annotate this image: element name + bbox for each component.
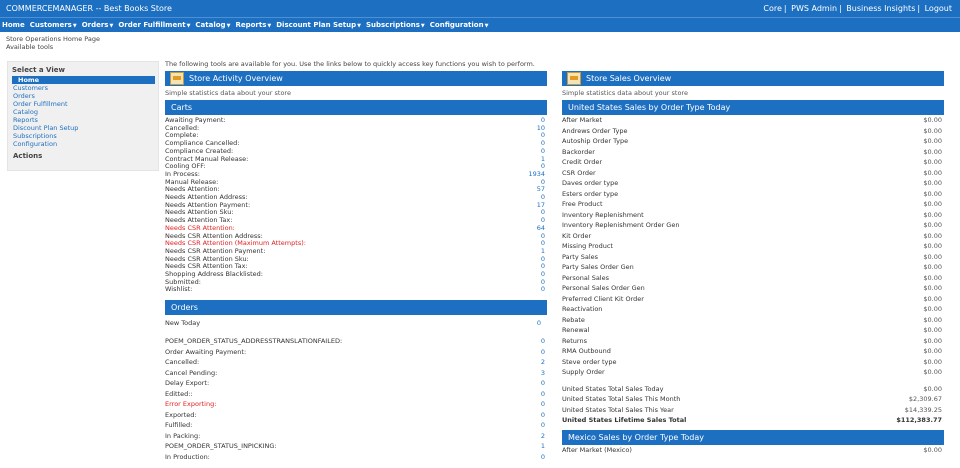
list-item — [562, 241, 944, 252]
sidebar-item-orders[interactable]: Orders — [13, 92, 35, 100]
row-value[interactable]: 0 — [540, 139, 545, 148]
row-value: $0.00 — [923, 357, 942, 366]
list-item — [562, 262, 944, 273]
list-item — [165, 286, 547, 294]
row-label: United States Total Sales This Year — [562, 405, 674, 414]
store-sales-header — [562, 71, 944, 86]
top-bar — [0, 0, 960, 17]
list-item — [562, 231, 944, 242]
store-activity-title: Store Activity Overview — [189, 74, 283, 83]
row-value[interactable]: 0 — [540, 193, 545, 202]
row-value[interactable]: 1 — [540, 154, 545, 163]
row-label: Needs Attention Sku: — [165, 208, 234, 217]
list-item — [165, 171, 547, 179]
row-label: Supply Order — [562, 368, 605, 376]
list-item — [165, 347, 547, 358]
row-value: $0.00 — [923, 315, 942, 324]
row-value: $0.00 — [923, 263, 942, 271]
store-activity-header — [165, 71, 547, 86]
row-label: Cancelled: — [165, 358, 200, 367]
row-value: $0.00 — [923, 273, 942, 282]
row-label: Needs CSR Attention: — [165, 223, 235, 232]
row-value[interactable]: 0 — [540, 400, 545, 409]
row-label: Needs CSR Attention (Maximum Attempts): — [165, 239, 306, 248]
store-sales-title: Store Sales Overview — [586, 74, 672, 83]
menu-orders[interactable]: Orders▼ — [81, 21, 114, 29]
row-label: Cancelled: — [165, 123, 200, 132]
row-label: Credit Order — [562, 158, 603, 166]
list-item — [562, 336, 944, 347]
row-label: Kit Order — [562, 231, 592, 240]
row-value[interactable]: 17 — [536, 200, 545, 209]
list-item — [165, 431, 547, 442]
sidebar-header: Select a View — [12, 66, 65, 74]
row-label: United States Lifetime Sales Total — [562, 416, 687, 424]
intro-text: The following tools are available for you. Use the links below to quickly access key functions you wish to perform. — [165, 60, 535, 68]
list-item — [562, 357, 944, 368]
row-value: $0.00 — [923, 347, 942, 355]
row-label: Wishlist: — [165, 285, 193, 294]
list-item — [562, 136, 944, 147]
row-value[interactable]: 2 — [540, 431, 545, 440]
row-label: Needs CSR Attention Payment: — [165, 246, 266, 255]
row-label: Needs Attention Payment: — [165, 200, 251, 209]
row-value[interactable]: 0 — [540, 131, 545, 140]
row-label: Order Awaiting Payment: — [165, 347, 247, 356]
row-value[interactable]: 64 — [536, 223, 545, 232]
list-item — [165, 389, 547, 400]
row-value: $0.00 — [923, 252, 942, 261]
carts-list — [165, 115, 547, 294]
row-value[interactable]: 0 — [540, 254, 545, 263]
list-item — [562, 199, 944, 210]
row-value: $0.00 — [923, 200, 942, 208]
chevron-down-icon: ▼ — [357, 23, 361, 29]
list-item — [165, 441, 547, 452]
row-value[interactable]: 0 — [540, 162, 545, 171]
sidebar-item-configuration[interactable]: Configuration — [13, 140, 58, 148]
list-item — [165, 336, 547, 347]
list-item — [562, 220, 944, 231]
row-value[interactable]: 0 — [540, 116, 545, 124]
chevron-down-icon: ▼ — [226, 23, 231, 29]
row-value[interactable]: 0 — [540, 270, 545, 279]
list-item — [165, 368, 547, 379]
row-value[interactable]: 3 — [540, 368, 545, 377]
menu-subscriptions[interactable]: Subscriptions▼ — [365, 21, 425, 29]
row-label: Fulfilled: — [165, 421, 193, 430]
sidebar-item-customers[interactable]: Customers — [13, 84, 48, 92]
list-item — [562, 367, 944, 378]
row-label: Personal Sales — [562, 273, 609, 282]
row-label: Party Sales Order Gen — [562, 263, 634, 271]
list-item — [165, 357, 547, 368]
row-value[interactable]: 0 — [540, 337, 545, 346]
row-label: Needs Attention Tax: — [165, 216, 233, 225]
menu-reports[interactable]: Reports▼ — [235, 21, 272, 29]
sidebar-item-home[interactable]: Home — [12, 76, 155, 84]
row-label: Needs CSR Attention Sku: — [165, 254, 249, 263]
list-item — [562, 325, 944, 336]
mx-sales-header: Mexico Sales by Order Type Today — [562, 430, 944, 445]
row-label: Reactivation — [562, 305, 603, 313]
row-value: $0.00 — [923, 189, 942, 198]
row-value[interactable]: 10 — [536, 123, 545, 132]
row-value: $0.00 — [923, 221, 942, 229]
row-value: $112,383.77 — [896, 416, 942, 424]
row-label: After Market — [562, 116, 603, 124]
sidebar-item-catalog[interactable]: Catalog — [13, 108, 38, 116]
row-value[interactable]: 0 — [540, 239, 545, 248]
row-value[interactable]: 0 — [540, 216, 545, 225]
row-label: United States Total Sales This Month — [562, 395, 681, 403]
list-item — [562, 126, 944, 137]
main-menu — [0, 17, 960, 32]
row-label: Complete: — [165, 131, 199, 140]
list-item — [562, 304, 944, 315]
row-label: Inventory Replenishment — [562, 210, 644, 219]
chevron-down-icon: ▼ — [109, 23, 114, 29]
list-item — [165, 163, 547, 171]
chevron-down-icon: ▼ — [186, 23, 191, 29]
list-item — [165, 179, 547, 187]
menu-discount-plan-setup[interactable]: Discount Plan Setup▼ — [276, 21, 361, 29]
breadcrumb-line-1: Store Operations Home Page — [6, 35, 101, 43]
row-label: Exported: — [165, 410, 197, 419]
new-today-value[interactable]: 0 — [536, 319, 541, 328]
list-item — [562, 252, 944, 263]
row-label: Cooling OFF: — [165, 162, 206, 171]
list-item — [562, 157, 944, 168]
sidebar-item-subscriptions[interactable]: Subscriptions — [13, 132, 57, 140]
list-item — [165, 410, 547, 421]
row-value: $0.00 — [923, 242, 942, 250]
row-value: $0.00 — [923, 168, 942, 177]
row-label: Needs CSR Attention Address: — [165, 231, 263, 240]
list-item — [165, 378, 547, 389]
row-label: Manual Release: — [165, 177, 219, 186]
list-item — [562, 415, 944, 426]
row-label: In Packing: — [165, 431, 201, 440]
row-label: Compliance Created: — [165, 146, 234, 155]
row-label: Autoship Order Type — [562, 137, 629, 145]
new-today-row — [165, 316, 547, 330]
row-label: After Market (Mexico) — [562, 445, 632, 454]
sidebar-item-discount-plan-setup[interactable]: Discount Plan Setup — [13, 124, 79, 132]
row-value[interactable]: 0 — [540, 379, 545, 388]
row-value: $0.00 — [923, 445, 942, 454]
row-label: Awaiting Payment: — [165, 116, 226, 124]
row-value: $0.00 — [923, 210, 942, 219]
list-item — [562, 115, 944, 126]
row-label: Compliance Cancelled: — [165, 139, 240, 148]
row-label: Missing Product — [562, 242, 613, 250]
row-label: Editted:: — [165, 389, 193, 398]
list-item — [165, 125, 547, 133]
row-value: $0.00 — [923, 231, 942, 240]
list-item — [165, 156, 547, 164]
row-label: Submitted: — [165, 277, 201, 286]
row-value: $0.00 — [923, 305, 942, 313]
store-activity-panel — [165, 71, 547, 462]
row-value: $0.00 — [923, 137, 942, 145]
list-item — [165, 117, 547, 125]
list-item — [165, 452, 547, 463]
list-item — [562, 384, 944, 395]
row-value: $0.00 — [923, 368, 942, 376]
list-item — [562, 168, 944, 179]
list-item — [165, 420, 547, 431]
menu-configuration[interactable]: Configuration▼ — [429, 21, 489, 29]
row-value[interactable]: 0 — [540, 285, 545, 294]
row-value[interactable]: 2 — [540, 358, 545, 367]
row-label: Preferred Client Kit Order — [562, 294, 644, 303]
row-value: $0.00 — [923, 326, 942, 334]
us-sales-totals — [562, 384, 944, 426]
link-business-insights[interactable]: Business Insights — [846, 4, 916, 13]
list-item — [165, 279, 547, 287]
menu-catalog[interactable]: Catalog▼ — [195, 21, 231, 29]
link-logout[interactable]: Logout — [924, 4, 952, 13]
row-label: Backorder — [562, 147, 595, 156]
row-value[interactable]: 0 — [540, 389, 545, 398]
list-item — [165, 399, 547, 410]
row-value[interactable]: 1 — [540, 442, 545, 451]
row-label: Daves order type — [562, 179, 619, 187]
row-label: Andrews Order Type — [562, 126, 628, 135]
row-label: RMA Outbound — [562, 347, 611, 355]
row-value[interactable]: 0 — [540, 347, 545, 356]
row-value[interactable]: 0 — [540, 177, 545, 186]
sidebar-item-reports[interactable]: Reports — [13, 116, 38, 124]
row-value: $0.00 — [923, 294, 942, 303]
row-label: In Process: — [165, 169, 200, 178]
row-label: POEM_ORDER_STATUS_ADDRESSTRANSLATIONFAILED: — [165, 337, 343, 346]
us-sales-header: United States Sales by Order Type Today — [562, 100, 944, 115]
store-activity-subtitle: Simple statistics data about your store — [165, 89, 291, 97]
list-item — [562, 283, 944, 294]
row-label: POEM_ORDER_STATUS_INPICKING: — [165, 442, 277, 451]
row-label: Free Product — [562, 200, 603, 208]
row-label: Esters order type — [562, 189, 619, 198]
carts-header: Carts — [165, 100, 547, 115]
menu-order-fulfillment[interactable]: Order Fulfillment▼ — [118, 21, 191, 29]
chevron-down-icon: ▼ — [484, 23, 489, 29]
list-item — [562, 394, 944, 405]
row-value: $0.00 — [923, 116, 942, 124]
row-label: Returns — [562, 336, 587, 345]
row-label: Steve order type — [562, 357, 617, 366]
list-item — [562, 210, 944, 221]
breadcrumb — [0, 32, 960, 54]
link-pws-admin[interactable]: PWS Admin — [791, 4, 838, 13]
row-label: Needs CSR Attention Tax: — [165, 262, 248, 271]
app-title: COMMERCEMANAGER -- Best Books Store — [6, 4, 172, 13]
chart-icon — [170, 72, 184, 85]
row-label: Inventory Replenishment Order Gen — [562, 221, 680, 229]
list-item — [562, 294, 944, 305]
row-value[interactable]: 0 — [540, 231, 545, 240]
row-value: $0.00 — [923, 179, 942, 187]
mx-sales-list — [562, 445, 944, 456]
store-sales-panel — [562, 71, 944, 455]
link-core[interactable]: Core — [763, 4, 782, 13]
row-value: $0.00 — [923, 284, 942, 292]
row-value[interactable]: 57 — [536, 185, 545, 194]
row-value[interactable]: 0 — [540, 277, 545, 286]
row-label: In Production: — [165, 452, 210, 461]
row-value[interactable]: 0 — [540, 146, 545, 155]
list-item — [562, 445, 944, 456]
sidebar — [7, 61, 159, 171]
row-label: Needs Attention Address: — [165, 193, 248, 202]
list-item — [562, 273, 944, 284]
row-label: Rebate — [562, 315, 585, 324]
row-value: $0.00 — [923, 384, 942, 393]
list-item — [165, 271, 547, 279]
row-label: Party Sales — [562, 252, 599, 261]
list-item — [562, 147, 944, 158]
row-value[interactable]: 0 — [540, 262, 545, 271]
us-sales-list — [562, 115, 944, 378]
row-value: $0.00 — [923, 147, 942, 156]
menu-customers[interactable]: Customers▼ — [29, 21, 77, 29]
row-value[interactable]: 1 — [540, 246, 545, 255]
chevron-down-icon: ▼ — [72, 23, 77, 29]
row-value: $0.00 — [923, 336, 942, 345]
list-item — [562, 315, 944, 326]
sidebar-item-order-fulfillment[interactable]: Order Fulfillment — [13, 100, 68, 108]
row-value: $2,309.67 — [908, 395, 942, 403]
sales-icon — [567, 72, 581, 85]
orders-list — [165, 315, 547, 462]
breadcrumb-line-2: Available tools — [6, 43, 54, 51]
row-label: CSR Order — [562, 168, 596, 177]
row-value[interactable]: 1934 — [528, 169, 545, 178]
row-label: Delay Export: — [165, 379, 210, 388]
row-value: $0.00 — [923, 158, 942, 166]
row-label: Personal Sales Order Gen — [562, 284, 645, 292]
chevron-down-icon: ▼ — [267, 23, 272, 29]
row-value[interactable]: 0 — [540, 208, 545, 217]
list-item — [562, 178, 944, 189]
row-label: Error Exporting: — [165, 400, 217, 409]
orders-header: Orders — [165, 300, 547, 315]
row-value: $0.00 — [923, 126, 942, 135]
list-item — [562, 405, 944, 416]
row-value: $14,339.25 — [904, 405, 942, 414]
row-label: Renewal — [562, 326, 590, 334]
sidebar-actions-header: Actions — [13, 152, 43, 160]
store-sales-subtitle: Simple statistics data about your store — [562, 89, 688, 97]
new-today-label: New Today — [165, 319, 201, 328]
row-label: Contract Manual Release: — [165, 154, 249, 163]
row-label: Needs Attention: — [165, 185, 220, 194]
list-item — [562, 189, 944, 200]
list-item — [562, 346, 944, 357]
row-value[interactable]: 0 — [540, 421, 545, 430]
top-links: Core | PWS Admin | Business Insights | Logout — [763, 4, 952, 13]
menu-home[interactable]: Home — [2, 21, 25, 29]
row-value[interactable]: 0 — [540, 452, 545, 461]
row-value[interactable]: 0 — [540, 410, 545, 419]
chevron-down-icon: ▼ — [420, 23, 425, 29]
row-label: Shopping Address Blacklisted: — [165, 270, 263, 279]
row-label: United States Total Sales Today — [562, 384, 664, 393]
row-label: Cancel Pending: — [165, 368, 218, 377]
